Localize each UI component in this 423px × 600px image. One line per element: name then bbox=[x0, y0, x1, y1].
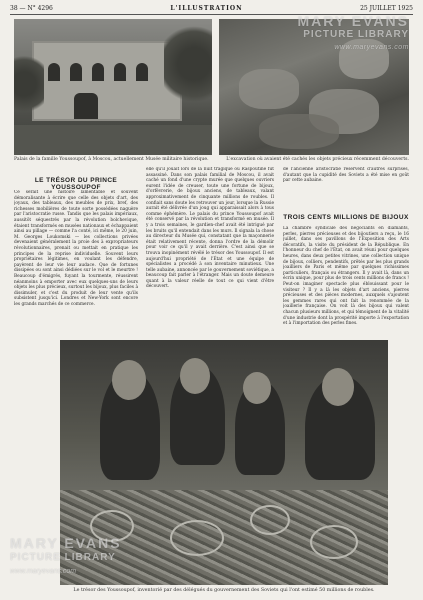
watermark-logo: PICTURE LIBRARY bbox=[303, 29, 409, 40]
excavation-caption: L'excavation où avaient été cachés les objets précieux récemment découverts. bbox=[226, 157, 409, 162]
watermark-url: www.maryevans.com bbox=[10, 568, 77, 575]
tree bbox=[14, 49, 44, 119]
tree bbox=[164, 19, 212, 109]
palace-window bbox=[114, 63, 126, 81]
article-column-1: Ce serait une histoire lamentable et souvent démoralisante à écrire que celle des objets d'art, des joyaux, des tableaux, des meubles de prix, bref, des richesses mobilières de toute sorte possédées naguère par l'aristocratie russe. Tandis que les palais impériaux, aussitôt séquestrés par la révolution bolchevique, étaient transformés en musées nationaux et échappaient ainsi au pillage — comme l'a conté, ici même, le 20 juin, M. Georges Loukomski — les collections privées devenaient généralement la proie des à expropriateurs révolutionnaires, prenait ou mettait en pratique les principes de la reprise individuelle. Souvent leurs propriétaires légitimes, en voulant les défendre, payèrent de leur vie leur audace. Que de fortunes dissipées ou sont ainsi dédiées sur le vol et le meurtre ! Beaucoup d'émigrés, fuyant la tourmente, réussirent néanmoins à emporter avec eux quelques-uns de leurs objets les plus précieux, surtout les bijoux, plus faciles à dissimuler, et c'est du produit de leur vente qu'ils subsistent jusqu'ici. Londres et New-York sont encore les grands marchés de ce commerce. bbox=[14, 190, 138, 307]
palace-window bbox=[48, 63, 60, 81]
jewel bbox=[170, 520, 224, 556]
palace-door bbox=[74, 93, 98, 119]
page-header bbox=[10, 3, 413, 13]
rubble bbox=[239, 69, 299, 109]
palace-photo bbox=[14, 19, 212, 155]
article-title-tresor: LE TRÉSOR DU PRINCE YOUSSOUPOF bbox=[34, 177, 118, 191]
magazine-title: L'ILLUSTRATION bbox=[170, 4, 243, 12]
palace-caption: Palais de la famille Youssoupof, à Moscou, actuellement Musée militaire historique. bbox=[14, 157, 209, 162]
face bbox=[243, 372, 271, 404]
watermark-url: www.maryevans.com bbox=[334, 44, 409, 51]
jewel bbox=[310, 525, 358, 559]
face bbox=[322, 368, 354, 406]
palace-window bbox=[92, 63, 104, 81]
jewel bbox=[250, 505, 290, 535]
watermark-logo: MARY EVANS bbox=[10, 535, 122, 551]
issue-date: 25 JUILLET 1925 bbox=[360, 4, 413, 12]
article-column-2: elle qu'il jouait lors de la nuit tragique où Raspoutine fut assassiné. Dans son palais familial de Moscou, il avait caché un fond d'une crypte murée que quelques ouvriers eurent l'idée de creuser, toute une fortune de bijoux, d'orfèvrerie, de bijoux anciens, de tableaux, valant approximativement de cinquante millions de roubles. Il confiait sans doute les retrouver un jour, lorsque la Russie aurait été délivrée d'un joug qui apparaissait alors à tous comme éphémère. Le palais du prince Youssoupof avait été conservé par la révolution et transformé en musée. Il y a trois semaines, le gardien-chef avait été intrigué par les bruits qu'il entendait dans les murs. Il signala la chose au directeur du Musée qui, constatant que la maçonnerie était relativement récente, donna l'ordre de la démolir pour voir ce qu'il y avait derrière. C'est ainsi que se trouva inopinément révélé le trésor des Youssoupof. Il est aujourd'hui propriété de l'État et une équipe de spécialistes a procédé à son inventaire minutieux. Une telle aubaine, annoncée par le gouvernement soviétique, a beaucoup fait parler à l'étranger. Mais un doute demeure quant à la valeur réelle de tout ce qui vient d'être découvert. bbox=[146, 167, 274, 290]
courtyard bbox=[14, 125, 212, 155]
treasure-caption: Le trésor des Youssoupof, inventorié par des délégués du gouvernement des Soviets qui l'ont estimé 50 millions de roubles. bbox=[73, 588, 375, 593]
article-body-bijoux: La chambre syndicale des négociants en diamants, perles, pierres précieuses et des bijoutiers a reçu, le 16 juillet, dans ses pavillons de l'Exposition des Arts décoratifs, la visite du président de la République. En l'honneur du chef de l'État, on avait réuni pour quelques heures, dans deux petites vitrines, une collection unique de bijoux, colliers, pendentifs, prêtés par les plus grands joailliers de Paris et même par quelques richissimes particuliers, français ou étrangers. Il y avait là, dans un écrin unique, pour plus de trois cents millions de francs ! Peut-on imaginer spectacle plus éblouissant pour le visiteur ? Il y a là les objets d'art anciens, pierres précieuses et des pièces modernes, auxquels s'ajoutent les gemmes rares qui ont fait la renommée de la joaillerie française. On voit là des bijoux qui valent chacun plusieurs millions, et qui témoignent de la vitalité d'une industrie dont la prospérité importe à l'exportation et à l'importation des perles fines. bbox=[283, 226, 409, 327]
palace-building bbox=[32, 41, 182, 121]
watermark-logo: PICTURE LIBRARY bbox=[10, 552, 116, 563]
rubble bbox=[259, 114, 339, 149]
article-column-3: de l'ancienne aristocratie réservent d'autres surprises, d'autant que la cupidité des Soviets a été mise en goût par cette aubaine. bbox=[283, 167, 409, 184]
watermark-logo: MARY EVANS bbox=[297, 13, 409, 29]
face bbox=[112, 360, 146, 400]
palace-window bbox=[70, 63, 82, 81]
face bbox=[180, 358, 210, 394]
palace-window bbox=[136, 63, 148, 81]
article-title-bijoux: TROIS CENTS MILLIONS DE BIJOUX bbox=[283, 214, 409, 221]
page-number: 38 — N° 4296 bbox=[10, 4, 53, 12]
